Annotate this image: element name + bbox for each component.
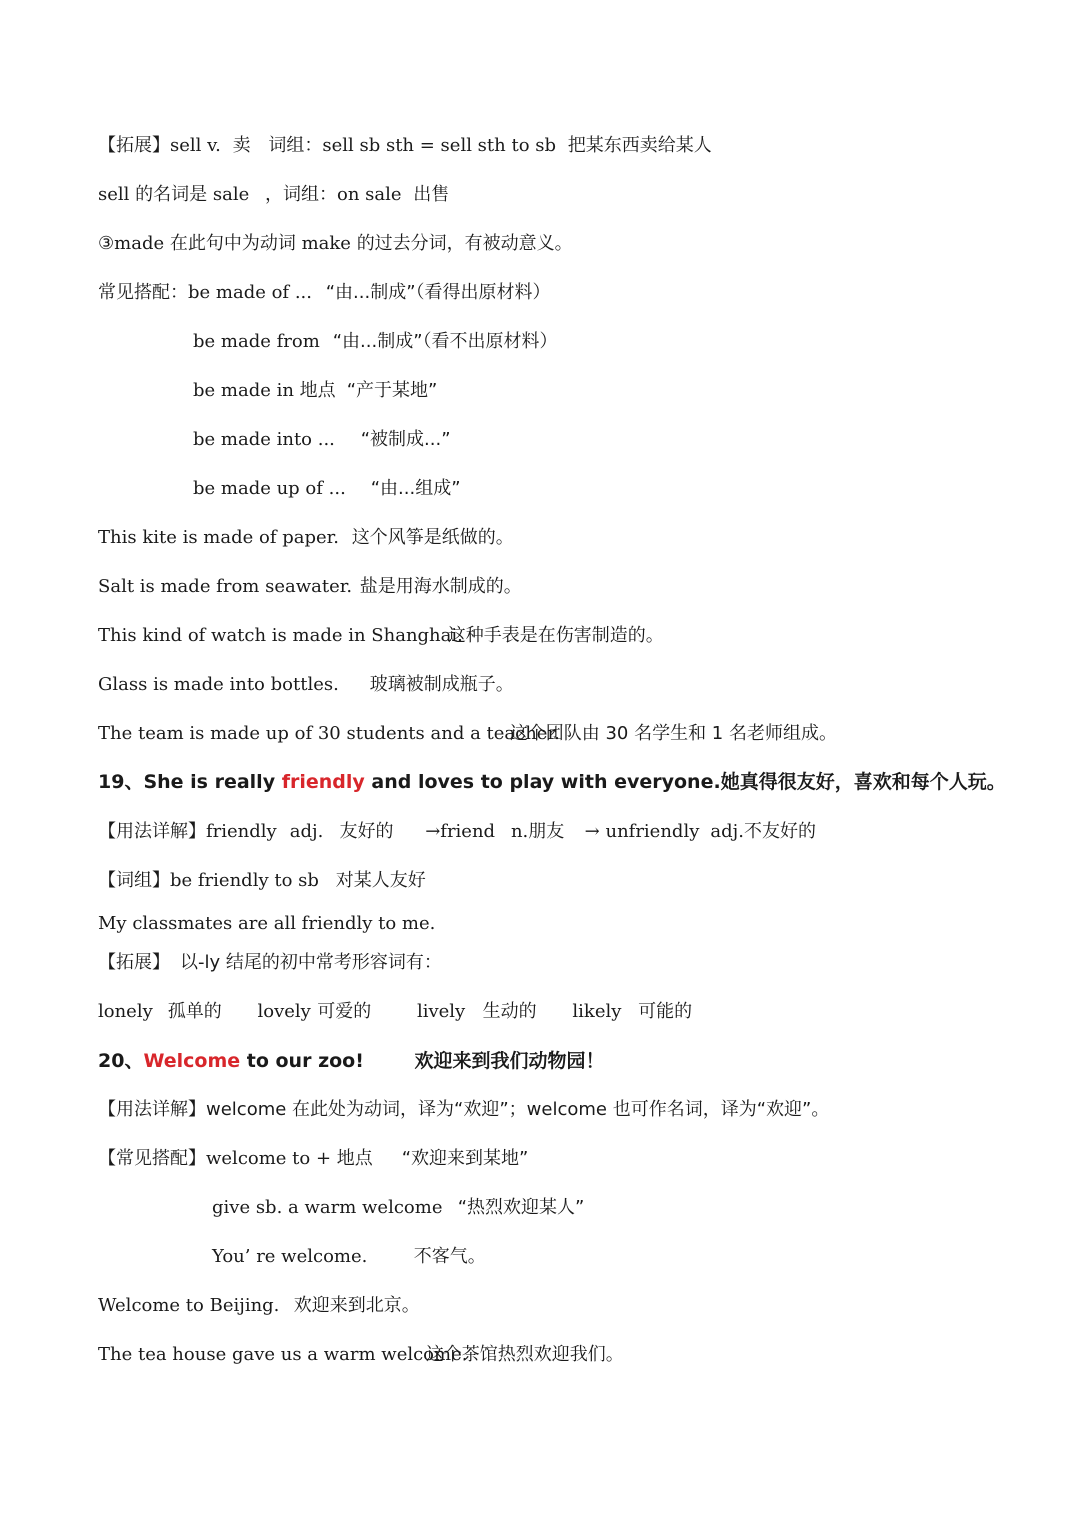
item19-example <box>98 912 435 936</box>
item20-collocation-3 <box>212 1245 486 1269</box>
collocation-label: 常见搭配： <box>98 282 188 303</box>
example-cn: 这个团队由 30 名学生和 1 名老师组成。 <box>509 723 837 744</box>
collocation-row-4 <box>193 428 451 452</box>
extend-tag: 【拓展】 <box>98 135 170 156</box>
example-cn: 这个风筝是纸做的。 <box>351 527 514 548</box>
intro-text-2: 的过去分词，有被动意义。 <box>356 233 573 254</box>
usage-tag: 【用法详解】 <box>98 821 206 842</box>
sell-extend-line <box>98 134 712 158</box>
sale-word: sale <box>212 184 250 205</box>
example-en: This kind of watch is made in Shanghai. <box>98 625 463 646</box>
phrase-label: 词组： <box>268 135 323 156</box>
item20-collocation-2 <box>212 1196 584 1220</box>
made-word: made <box>114 233 165 254</box>
sell-phrase-meaning: 把某东西卖给某人 <box>567 135 712 156</box>
collocation-en: be made up of ... <box>193 478 346 499</box>
collocation-cn: “产于某地” <box>346 380 438 401</box>
word: → unfriendly <box>584 821 700 842</box>
example-en: The tea house gave us a warm welcome. <box>98 1344 468 1365</box>
sell-phrase: sell sb sth = sell sth to sb <box>322 135 557 156</box>
adjective-cn: 生动的 <box>482 1001 537 1022</box>
collocation-tag: 【常见搭配】 <box>98 1148 206 1169</box>
sell-noun-line <box>98 183 449 207</box>
item20-example-1 <box>98 1294 420 1318</box>
pos: adj. <box>289 821 324 842</box>
item20-usage <box>98 1098 829 1122</box>
collocation-en: be made from <box>193 331 320 352</box>
sell-word: sell <box>98 184 130 205</box>
intro-text-1: 在此句中为动词 <box>169 233 296 254</box>
adjective-cn: 孤单的 <box>167 1001 222 1022</box>
collocation-cn: “由...制成”（看得出原材料） <box>325 282 551 303</box>
extend-text: 以-ly 结尾的初中常考形容词有： <box>180 952 442 973</box>
example-en: Glass is made into bottles. <box>98 674 339 695</box>
example-en: Salt is made from seawater. <box>98 576 353 597</box>
collocation-row-3 <box>193 379 437 403</box>
sell-verb: sell v. <box>170 135 221 156</box>
made-example-2 <box>98 575 522 599</box>
collocation-en: welcome to + 地点 <box>206 1148 373 1169</box>
example-en: Welcome to Beijing. <box>98 1295 280 1316</box>
heading-cn: 欢迎来到我们动物园！ <box>414 1050 605 1072</box>
heading-keyword: Welcome <box>143 1050 241 1072</box>
collocation-cn: “被制成...” <box>360 429 451 450</box>
example-cn: 欢迎来到北京。 <box>293 1295 420 1316</box>
made-example-5 <box>98 722 837 746</box>
made-example-3 <box>98 624 664 648</box>
make-word: make <box>301 233 351 254</box>
pos: n.朋友 <box>510 821 565 842</box>
item20-example-2 <box>98 1343 624 1367</box>
item19-phrase <box>98 869 426 893</box>
heading-suffix: to our zoo! <box>240 1050 364 1072</box>
item19-heading <box>98 770 1006 794</box>
item20-collocation-1 <box>98 1147 528 1171</box>
collocation-row-1 <box>98 281 551 305</box>
example-en: This kite is made of paper. <box>98 527 339 548</box>
word: →friend <box>425 821 496 842</box>
collocation-en: give sb. a warm welcome <box>212 1197 443 1218</box>
noun-text: 的名词是 <box>135 184 208 205</box>
heading-prefix: 19、She is really <box>98 771 282 793</box>
adjective-en: lonely <box>98 1001 153 1022</box>
made-intro-line <box>98 232 573 256</box>
made-example-1 <box>98 526 514 550</box>
collocation-row-2 <box>193 330 558 354</box>
sell-meaning: 卖 <box>232 135 251 156</box>
on-sale-meaning: 出售 <box>413 184 450 205</box>
collocation-row-5 <box>193 477 461 501</box>
item19-adjectives <box>98 1000 692 1024</box>
heading-keyword: friendly <box>281 771 365 793</box>
adjective-en: lively <box>416 1001 466 1022</box>
made-example-4 <box>98 673 514 697</box>
example-en: The team is made up of 30 students and a teacher. <box>98 723 560 744</box>
usage-text: welcome 在此处为动词，译为“欢迎”；welcome 也可作名词，译为“欢迎”。 <box>206 1099 830 1120</box>
collocation-en: be made of ... <box>188 282 312 303</box>
example-cn: 玻璃被制成瓶子。 <box>369 674 514 695</box>
collocation-cn: “由...制成”（看不出原材料） <box>332 331 558 352</box>
collocation-cn: “欢迎来到某地” <box>401 1148 529 1169</box>
circled-number: ③ <box>98 233 115 254</box>
adjective-en: lovely <box>257 1001 311 1022</box>
word: friendly <box>206 821 277 842</box>
phrase-tag: 【词组】 <box>98 870 170 891</box>
example-cn: 盐是用海水制成的。 <box>359 576 522 597</box>
heading-prefix: 20、 <box>98 1050 144 1072</box>
adjective-cn: 可能的 <box>638 1001 693 1022</box>
meaning: 友好的 <box>339 821 394 842</box>
usage-tag: 【用法详解】 <box>98 1099 206 1120</box>
example-en: My classmates are all friendly to me. <box>98 913 436 934</box>
on-sale-phrase: on sale <box>337 184 402 205</box>
adjective-cn: 可爱的 <box>317 1001 372 1022</box>
collocation-cn: 不客气。 <box>413 1246 486 1267</box>
heading-suffix: and loves to play with everyone.她真得很友好，喜欢和每个人玩。 <box>364 771 1006 793</box>
extend-tag: 【拓展】 <box>98 952 170 973</box>
adjective-en: likely <box>572 1001 622 1022</box>
collocation-cn: “热烈欢迎某人” <box>457 1197 585 1218</box>
example-cn: 这种手表是在伤害制造的。 <box>447 625 664 646</box>
collocation-en: You’ re welcome. <box>212 1246 368 1267</box>
phrase-cn: 对某人友好 <box>335 870 426 891</box>
example-cn: 这个茶馆热烈欢迎我们。 <box>425 1344 624 1365</box>
pos: adj.不友好的 <box>710 821 816 842</box>
collocation-en: be made in 地点 <box>193 380 336 401</box>
phrase-label: ，词组： <box>265 184 337 205</box>
collocation-en: be made into ... <box>193 429 335 450</box>
phrase-en: be friendly to sb <box>170 870 319 891</box>
item20-heading <box>98 1049 605 1073</box>
item19-extend <box>98 951 442 975</box>
collocation-cn: “由...组成” <box>370 478 461 499</box>
item19-usage <box>98 820 816 844</box>
